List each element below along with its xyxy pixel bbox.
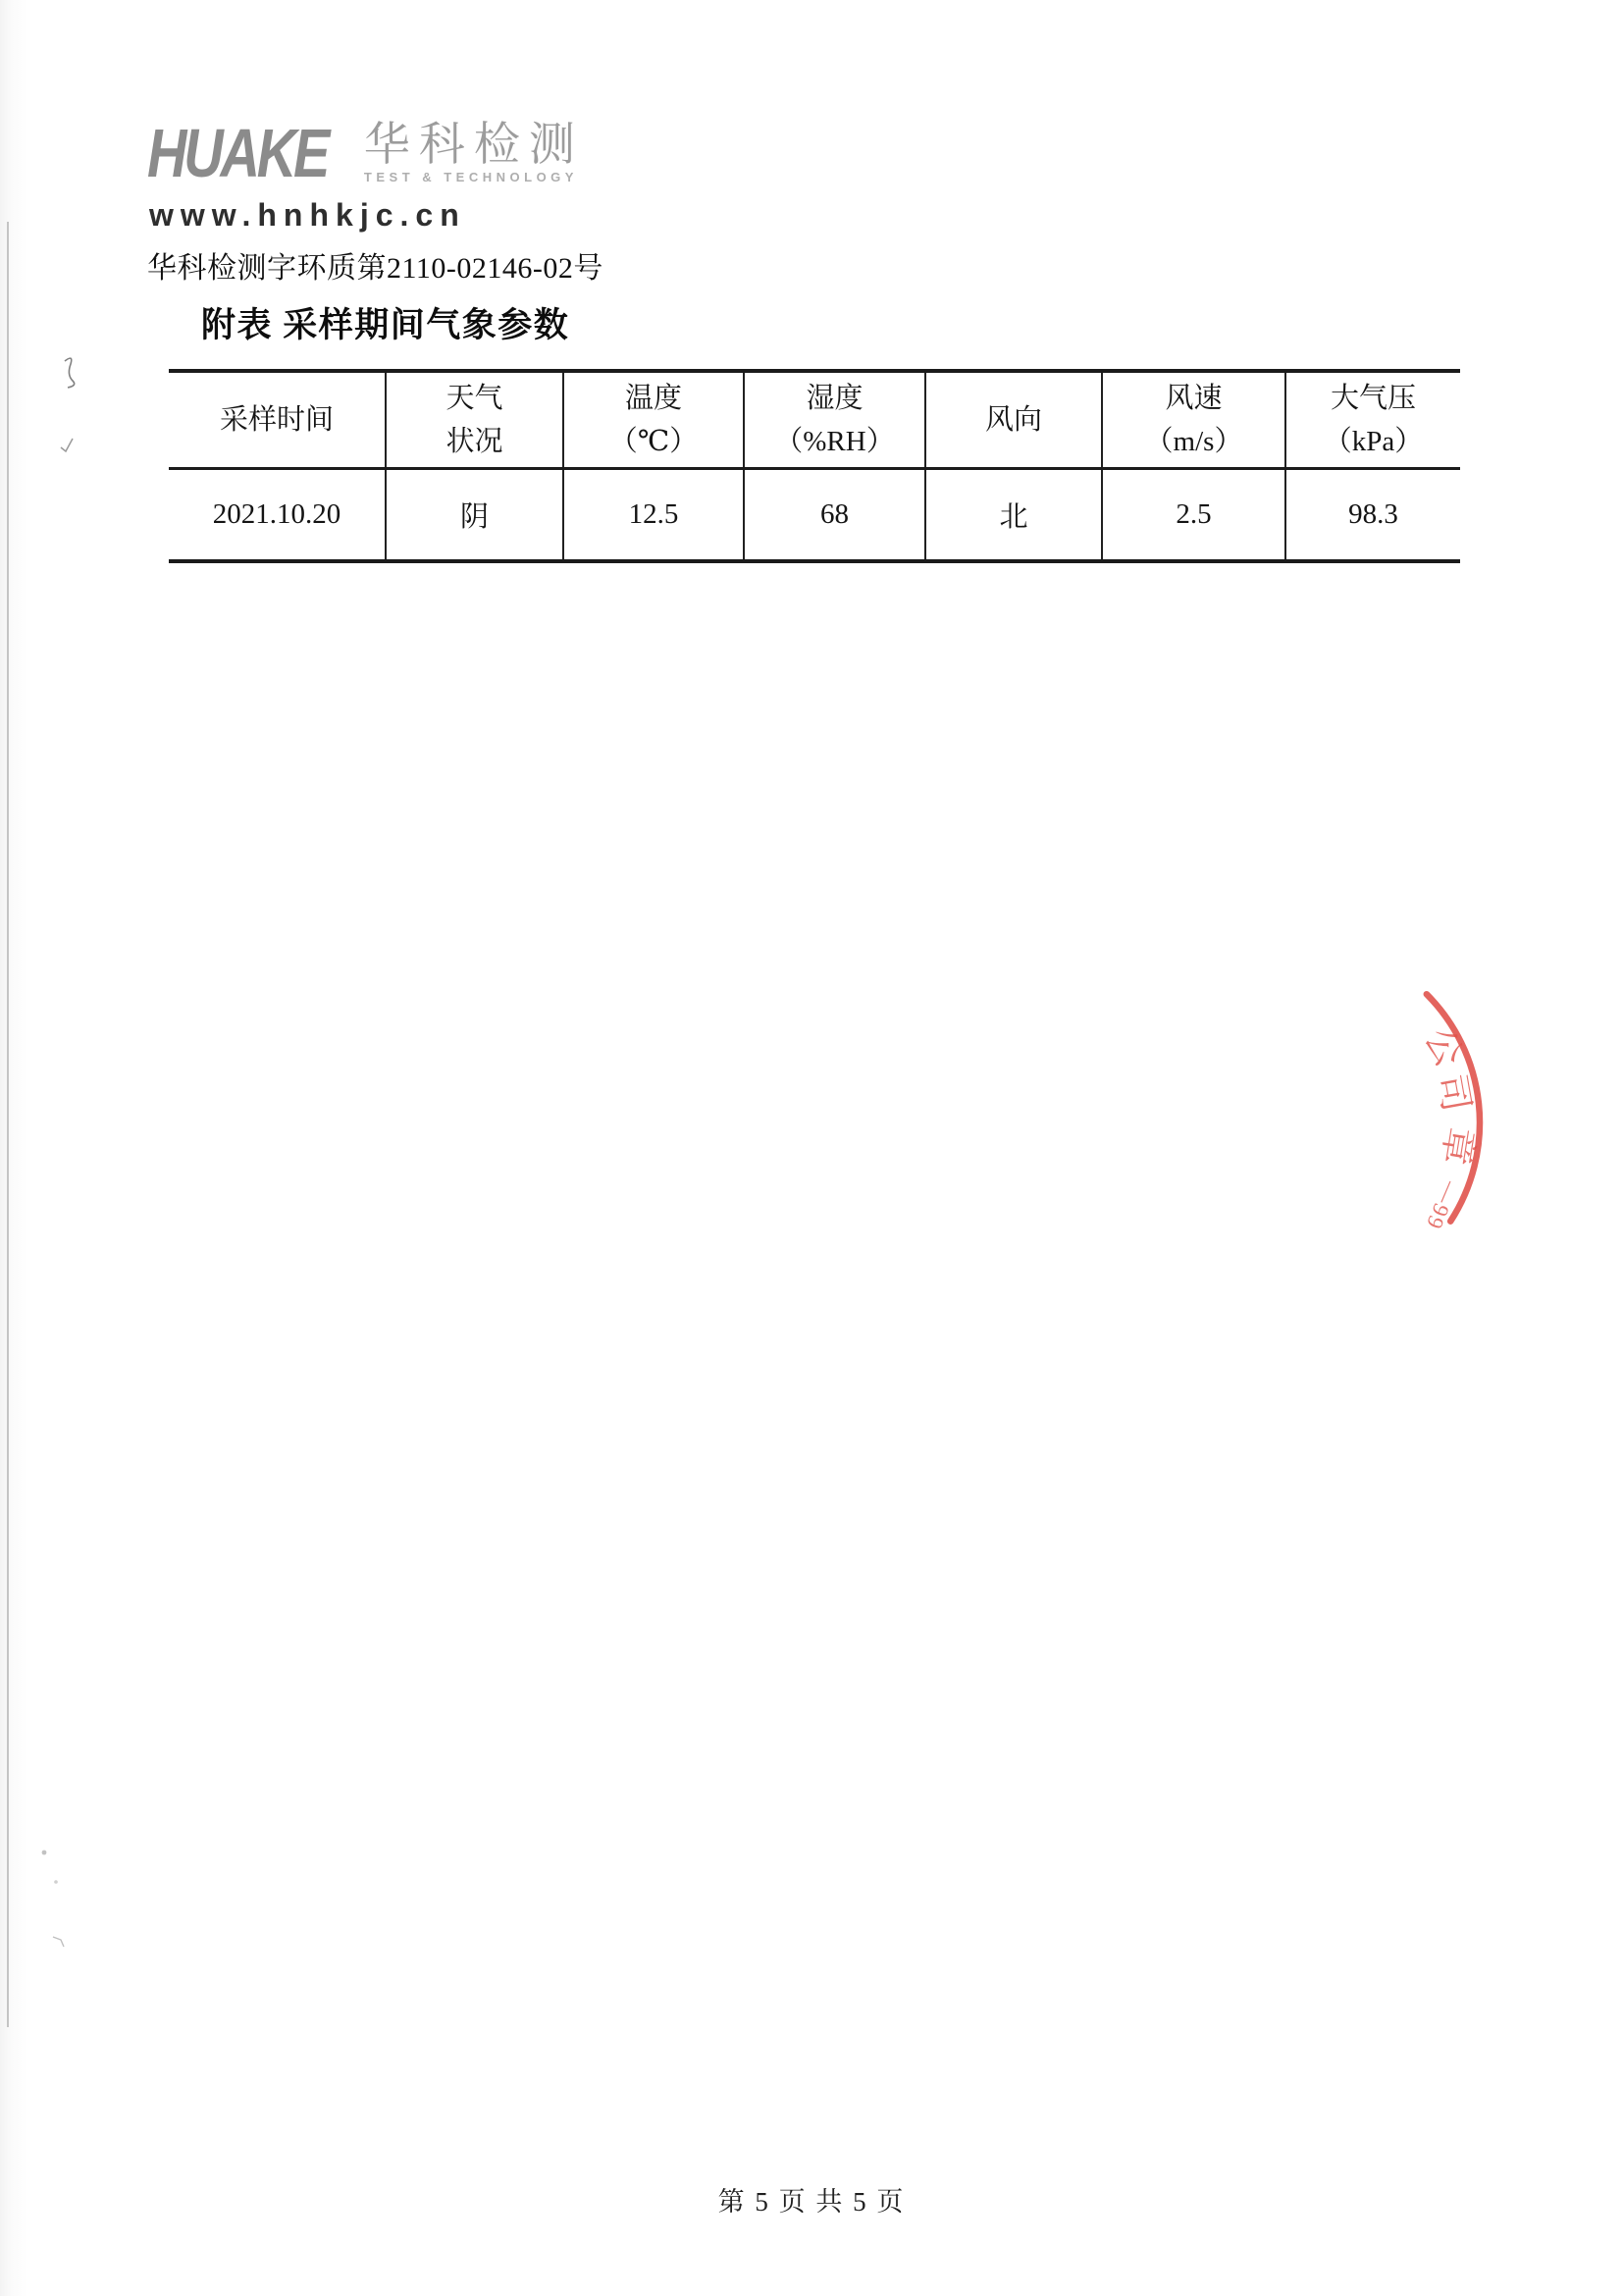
table-row: [169, 469, 1460, 562]
ink-mark: [65, 358, 75, 388]
letterhead: [147, 116, 736, 292]
cell-temperature: 12.5: [563, 469, 744, 562]
ink-mark: [61, 439, 73, 451]
weather-table: [169, 369, 1460, 563]
seal-char: 公: [1416, 1021, 1470, 1074]
cell-sampling-time: 2021.10.20: [169, 469, 386, 562]
header-cell-sampling-time: [169, 371, 386, 469]
page-number: 第 5 页 共 5 页: [717, 2187, 906, 2217]
seal-char: 章: [1434, 1123, 1481, 1168]
cell-humidity: 68: [744, 469, 925, 562]
header-text: （%RH）: [774, 426, 895, 457]
speck: [42, 1851, 47, 1855]
header-text: 风向: [984, 404, 1042, 436]
logo-subtitle: TEST & TECHNOLOGY: [363, 170, 578, 184]
page-title: 附表 采样期间气象参数: [201, 306, 570, 344]
document-number: 华科检测字环质第2110-02146-02号: [147, 252, 603, 285]
seal-char: 司: [1429, 1070, 1477, 1116]
website-url: www.hnhkjc.cn: [149, 197, 466, 233]
speck: [53, 1937, 64, 1947]
header-text: 采样时间: [219, 404, 334, 436]
table-header-row: [169, 371, 1460, 469]
header-text: 状况: [445, 426, 503, 457]
logo-chinese-block: [364, 120, 584, 184]
speck: [54, 1880, 58, 1884]
header-text: 湿度: [806, 383, 864, 414]
header-cell-humidity: [744, 371, 925, 469]
logo-chinese-name: 华科检测: [363, 118, 584, 170]
header-text: 天气: [445, 383, 503, 414]
huake-logo-wordmark: HUAKE: [147, 115, 328, 191]
red-seal-stamp: [1256, 922, 1550, 1334]
header-text: 大气压: [1330, 383, 1416, 414]
company-logo: [147, 116, 584, 190]
header-cell-wind-speed: [1102, 371, 1285, 469]
cell-wind-direction: 北: [925, 469, 1102, 562]
cell-pressure: 98.3: [1348, 498, 1398, 530]
cell-weather: 阴: [386, 469, 563, 562]
scan-page-edge: [7, 222, 9, 2027]
seal-arc: [1427, 994, 1480, 1221]
header-text: （kPa）: [1323, 426, 1424, 457]
header-text: 风速: [1165, 383, 1223, 414]
header-cell-weather: [386, 371, 563, 469]
header-text: 温度: [624, 383, 682, 414]
cell-wind-speed: 2.5: [1102, 469, 1285, 562]
header-cell-temperature: [563, 371, 744, 469]
header-text: （℃）: [608, 426, 699, 457]
header-text: （m/s）: [1144, 426, 1243, 457]
seal-serial-digits: —99: [1421, 1177, 1464, 1234]
header-cell-wind-direction: [925, 371, 1102, 469]
header-cell-pressure: [1285, 371, 1460, 469]
